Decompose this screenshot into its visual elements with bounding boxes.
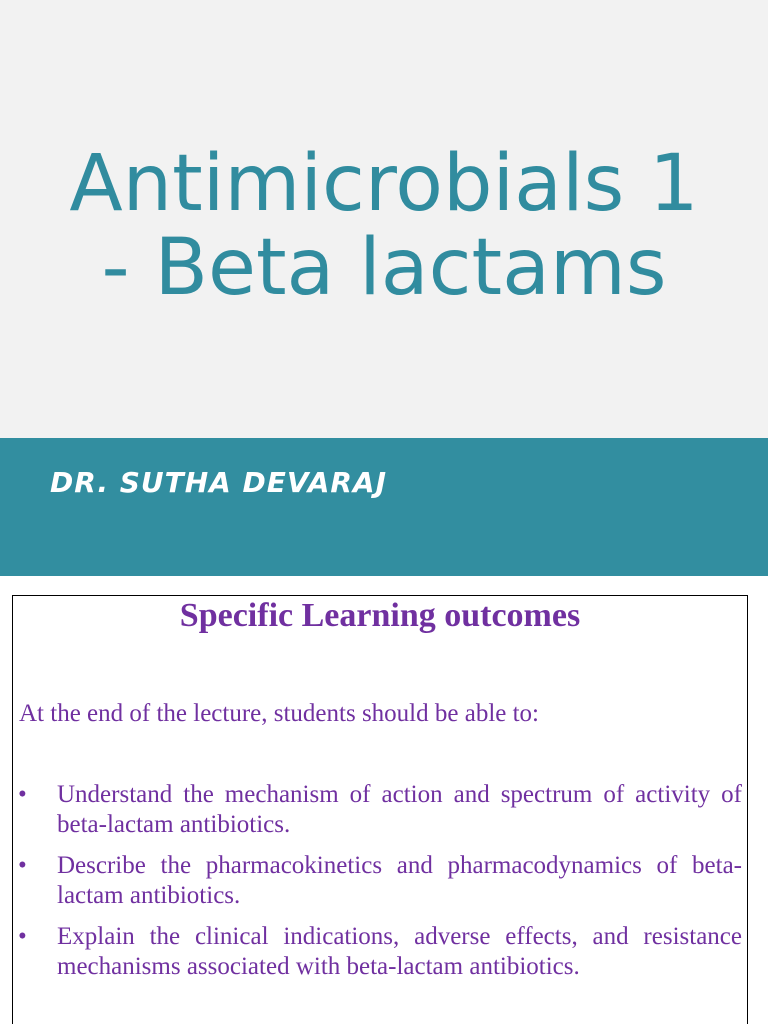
slide-title: [0, 139, 768, 313]
learning-outcomes-heading: Specific Learning outcomes: [179, 597, 581, 634]
author-name: DR. SUTHA DEVARAJ: [50, 466, 388, 499]
bullet-icon: •: [18, 852, 27, 879]
learning-outcomes-list: [18, 780, 742, 993]
list-item-text: Explain the clinical indications, adverse effects, and resistance mechanisms associated with beta-lactam antibiotics.: [57, 923, 742, 980]
list-item: [18, 851, 742, 911]
list-item: [18, 780, 742, 840]
bullet-icon: •: [18, 781, 27, 808]
author-band: [0, 438, 768, 576]
learning-outcomes-intro: At the end of the lecture, students should be able to:: [19, 700, 540, 727]
list-item-text: Describe the pharmacokinetics and pharmacodynamics of beta-lactam antibiotics.: [57, 852, 742, 909]
list-item: [18, 922, 742, 982]
list-item-text: Understand the mechanism of action and spectrum of activity of beta-lactam antibiotics.: [57, 781, 742, 838]
slide-title-line-1: Antimicrobials 1: [69, 139, 699, 229]
bullet-icon: •: [18, 923, 27, 950]
slide-title-line-2: - Beta lactams: [101, 223, 667, 313]
